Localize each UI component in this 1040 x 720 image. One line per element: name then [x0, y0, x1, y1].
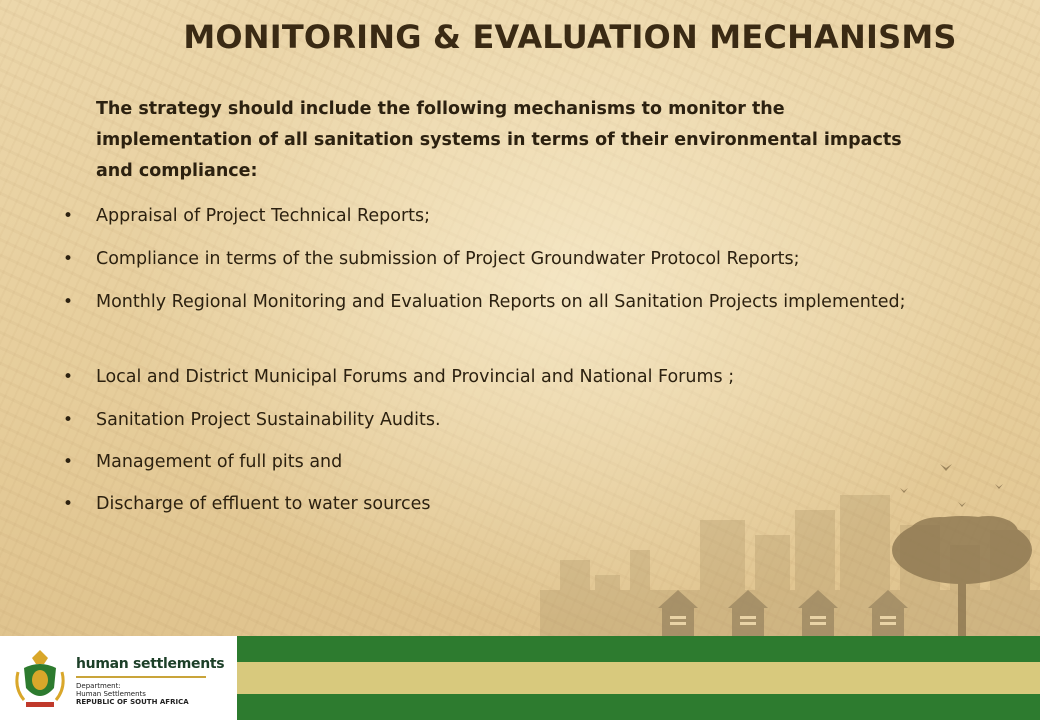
bullet-dot-icon: •	[63, 292, 74, 312]
bullet-dot-icon: •	[63, 367, 74, 387]
footer-band-bottom	[237, 694, 1040, 720]
bullet-dot-icon: •	[63, 410, 74, 430]
bullet-dot-icon: •	[63, 494, 74, 514]
footer-band-top	[237, 636, 1040, 662]
bullet-text: Monthly Regional Monitoring and Evaluation Reports on all Sanitation Projects implemented;	[96, 292, 906, 312]
logo-line-country: REPUBLIC OF SOUTH AFRICA	[76, 698, 189, 706]
bullet-dot-icon: •	[63, 452, 74, 472]
bullet-item	[63, 201, 986, 232]
logo-divider	[76, 676, 206, 678]
logo-title: human settlements	[76, 656, 225, 672]
bullet-dot-icon: •	[63, 206, 74, 226]
bullet-text: Appraisal of Project Technical Reports;	[96, 206, 431, 226]
bullet-text: Local and District Municipal Forums and Provincial and National Forums ;	[96, 367, 735, 387]
bullet-item	[63, 362, 986, 393]
bullet-item	[63, 244, 986, 275]
coat-of-arms-icon	[14, 648, 66, 710]
logo-line-name: Human Settlements	[76, 690, 146, 698]
bullet-text: Sanitation Project Sustainability Audits.	[96, 410, 441, 430]
city-skyline-illustration	[540, 440, 1040, 640]
department-logo	[0, 636, 237, 720]
bullet-item	[63, 287, 956, 318]
birds-icon	[900, 464, 1003, 507]
footer-band-middle	[237, 662, 1040, 694]
intro-paragraph: The strategy should include the following mechanisms to monitor the implementation of all sanitation systems in terms of their environmental impacts and compliance:	[96, 99, 902, 181]
bullet-text: Compliance in terms of the submission of Project Groundwater Protocol Reports;	[96, 249, 800, 269]
slide-title: MONITORING & EVALUATION MECHANISMS	[183, 18, 957, 56]
bullet-dot-icon: •	[63, 249, 74, 269]
bullet-text: Management of full pits and	[96, 452, 343, 472]
bullet-item	[63, 405, 986, 436]
bullet-text: Discharge of effluent to water sources	[96, 494, 431, 514]
logo-line-department: Department:	[76, 682, 121, 690]
